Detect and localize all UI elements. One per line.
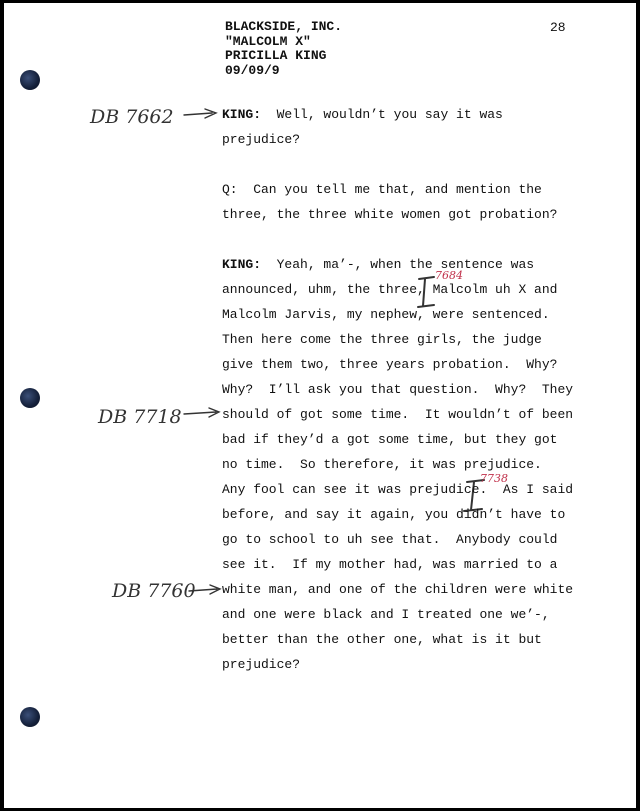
margin-note-db7718: DB 7718	[98, 406, 182, 428]
transcript-line: before, and say it again, you didn’t have to	[222, 507, 566, 522]
margin-note-db7760: DB 7760	[112, 580, 196, 602]
transcript-line: Why? I’ll ask you that question. Why? They	[222, 382, 574, 397]
transcript-line: prejudice?	[222, 657, 301, 672]
header-date: 09/09/9	[225, 62, 280, 78]
red-note-7738: 7738	[480, 472, 508, 485]
transcript-line: bad if they’d a got some time, but they got	[222, 432, 558, 447]
binder-hole-top	[20, 70, 40, 90]
transcript-line: better than the other one, what is it but	[222, 632, 542, 647]
transcript-line: Then here come the three girls, the judge	[222, 332, 542, 347]
transcript-line: KING: Well, wouldn’t you say it was	[222, 107, 503, 122]
header-title: "MALCOLM X"	[225, 33, 311, 49]
speaker-label: KING:	[222, 107, 262, 122]
transcript-line: go to school to uh see that. Anybody could	[222, 532, 558, 547]
document-header	[225, 20, 342, 78]
binder-hole-middle	[20, 388, 40, 408]
transcript-line: announced, uhm, the three, Malcolm uh X and	[222, 282, 558, 297]
transcript-line: Any fool can see it was prejudice. As I said	[222, 482, 574, 497]
transcript-line: Q: Can you tell me that, and mention the	[222, 182, 542, 197]
margin-note-db7662: DB 7662	[90, 106, 174, 128]
transcript-line: should of got some time. It wouldn’t of been	[222, 407, 574, 422]
arrow-mark-1	[184, 109, 216, 118]
transcript-line: prejudice?	[222, 132, 301, 147]
transcript-line: white man, and one of the children were white	[222, 582, 574, 597]
transcript-line: Malcolm Jarvis, my nephew, were sentenced.	[222, 307, 550, 322]
header-interviewee: PRICILLA KING	[225, 48, 327, 63]
transcript-line: see it. If my mother had, was married to a	[222, 557, 558, 572]
transcript-line: and one were black and I treated one we’-,	[222, 607, 550, 622]
document-page	[4, 3, 636, 808]
binder-hole-bottom	[20, 707, 40, 727]
transcript-line: three, the three white women got probation?	[222, 207, 558, 222]
header-company: BLACKSIDE, INC.	[225, 19, 343, 34]
red-note-7684: 7684	[435, 269, 463, 282]
transcript-line: no time. So therefore, it was prejudice.	[222, 457, 542, 472]
arrow-mark-2	[184, 408, 219, 417]
page-number: 28	[550, 20, 566, 35]
transcript-line: KING: Yeah, ma’-, when the sentence was	[222, 257, 535, 272]
speaker-label: KING:	[222, 257, 262, 272]
transcript-line: give them two, three years probation. Why?	[222, 357, 558, 372]
